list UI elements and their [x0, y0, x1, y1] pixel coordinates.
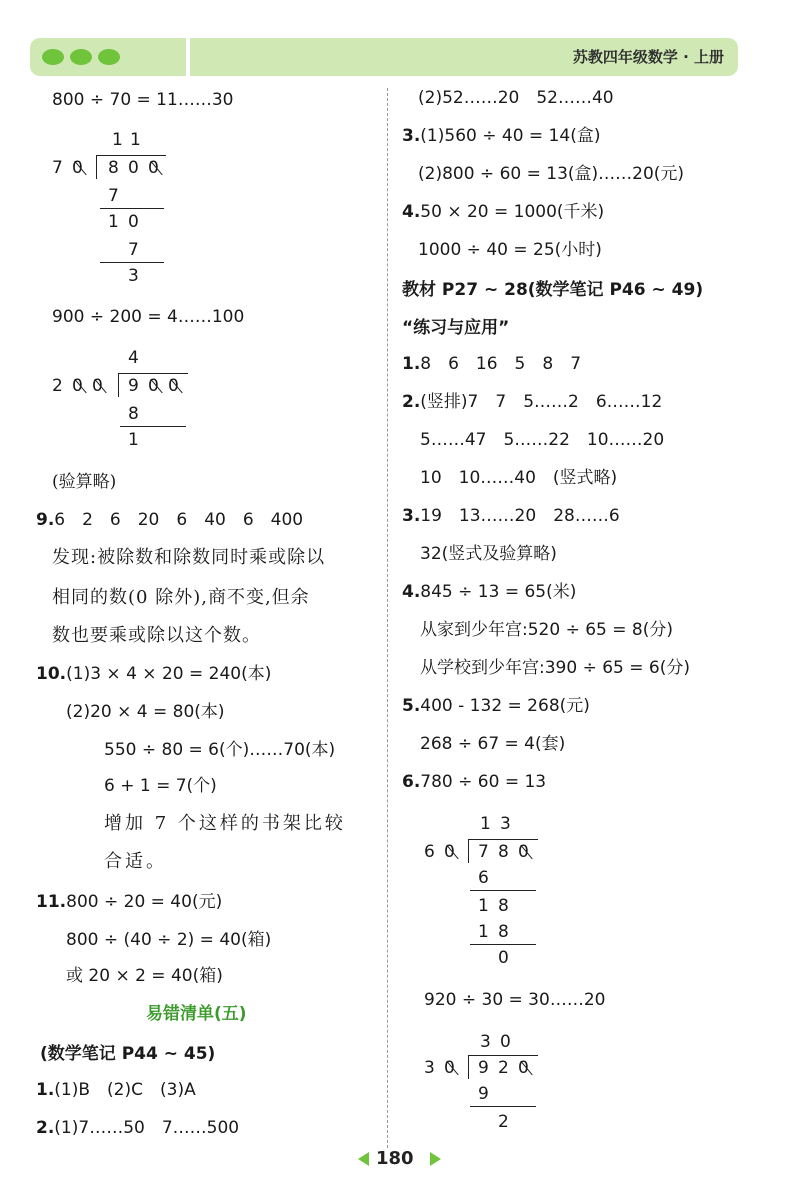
header-left-tab — [30, 38, 186, 76]
page-number: 180 — [376, 1148, 414, 1169]
answer-text: 19 13……20 28……6 — [420, 506, 620, 526]
quotient-digit: 3 — [500, 814, 511, 834]
answer-text: (1)3 × 4 × 20 = 240(本) — [66, 664, 272, 684]
practice-4-line-2: 从家到少年宫:520 ÷ 65 = 8(分) — [420, 620, 673, 640]
step-value: 6 — [478, 868, 489, 888]
step-line — [470, 944, 536, 945]
question-number: 3. — [402, 126, 421, 146]
answer-text: (竖排)7 7 5……2 6……12 — [420, 392, 663, 412]
quotient-digit: 0 — [500, 1032, 511, 1052]
dividend-digit: 0 — [518, 1058, 529, 1078]
division-bracket — [468, 1055, 469, 1079]
division-bracket — [118, 373, 119, 397]
division-bar — [468, 1055, 538, 1056]
error-item-1 — [36, 1080, 196, 1100]
q9-finding-line-2: 相同的数(0 除外),商不变,但余 — [52, 587, 310, 608]
green-dot-icon — [42, 49, 64, 65]
practice-5-line-2: 268 ÷ 67 = 4(套) — [420, 734, 566, 754]
quotient-digit: 1 — [480, 814, 491, 834]
step-value: 7 — [128, 240, 139, 260]
textbook-reference: 教材 P27 ~ 28(数学笔记 P46 ~ 49) — [402, 280, 704, 300]
error-item-3 — [402, 126, 600, 146]
q10-line-3: 550 ÷ 80 = 6(个)……70(本) — [104, 740, 336, 760]
remainder-value: 2 — [498, 1112, 509, 1132]
divisor-digit: 0 — [72, 158, 83, 178]
answer-text: (1)B (2)C (3)A — [54, 1080, 196, 1100]
question-number: 1. — [402, 354, 421, 374]
answer-text: 845 ÷ 13 = 65(米) — [420, 582, 577, 602]
q11-line-2: 800 ÷ (40 ÷ 2) = 40(箱) — [66, 930, 272, 950]
error-item-2 — [36, 1118, 239, 1138]
step-value: 1 — [108, 212, 119, 232]
step-value: 8 — [128, 404, 139, 424]
page-header — [30, 38, 738, 76]
book-title: 苏教四年级数学 · 上册 — [572, 48, 724, 66]
practice-4 — [402, 582, 576, 602]
answer-text: 50 × 20 = 1000(千米) — [420, 202, 605, 222]
question-10 — [36, 664, 271, 684]
division-bar — [468, 839, 538, 840]
question-11 — [36, 892, 222, 912]
dividend-digit: 2 — [498, 1058, 509, 1078]
arrow-right-icon — [430, 1152, 441, 1166]
dividend-digit: 0 — [148, 158, 159, 178]
error-item-2-part-2: (2)52……20 52……40 — [418, 88, 614, 108]
practice-6 — [402, 772, 546, 792]
remainder-value: 3 — [128, 266, 139, 286]
question-number: 5. — [402, 696, 421, 716]
answer-text: (1)560 ÷ 40 = 14(盒) — [420, 126, 601, 146]
dividend-digit: 8 — [108, 158, 119, 178]
question-number: 6. — [402, 772, 421, 792]
step-line — [100, 262, 164, 263]
practice-2-line-3: 10 10……40 (竖式略) — [420, 468, 618, 488]
question-number: 2. — [402, 392, 421, 412]
answer-text: 780 ÷ 60 = 13 — [420, 772, 547, 792]
dividend-digit: 8 — [498, 842, 509, 862]
green-dot-icon — [98, 49, 120, 65]
question-number: 3. — [402, 506, 421, 526]
page-number-badge — [356, 1146, 444, 1174]
quotient-digit: 1 — [130, 130, 141, 150]
quotient-digit: 1 — [112, 130, 123, 150]
step-value: 8 — [498, 896, 509, 916]
answer-text: 8 6 16 5 8 7 — [420, 354, 582, 374]
divisor-digit: 0 — [444, 1058, 455, 1078]
dividend-digit: 9 — [128, 376, 139, 396]
practice-section-title: “练习与应用” — [402, 318, 510, 338]
question-number: 2. — [36, 1118, 55, 1138]
column-divider — [387, 88, 388, 1148]
division-bracket — [468, 839, 469, 863]
equation-800-div-70: 800 ÷ 70 = 11……30 — [52, 90, 234, 110]
q9-finding-line-3: 数也要乘或除以这个数。 — [52, 625, 261, 646]
q10-line-5: 增加 7 个这样的书架比较 — [104, 813, 346, 834]
answer-text: (1)7……50 7……500 — [54, 1118, 240, 1138]
practice-2-line-2: 5……47 5……22 10……20 — [420, 430, 665, 450]
step-value: 1 — [478, 922, 489, 942]
question-number: 4. — [402, 202, 421, 222]
answer-text: 6 2 6 20 6 40 6 400 — [54, 510, 304, 530]
practice-4-line-3: 从学校到少年宫:390 ÷ 65 = 6(分) — [420, 658, 690, 678]
q9-finding-line-1: 发现:被除数和除数同时乘或除以 — [52, 547, 326, 568]
question-number: 1. — [36, 1080, 55, 1100]
step-value: 1 — [478, 896, 489, 916]
arrow-left-icon — [358, 1152, 369, 1166]
question-number: 11. — [36, 892, 67, 912]
q10-line-6: 合适。 — [104, 851, 167, 872]
divisor-digit: 0 — [72, 376, 83, 396]
division-bracket — [96, 155, 97, 179]
dividend-digit: 0 — [518, 842, 529, 862]
practice-1 — [402, 354, 581, 374]
divisor-digit: 0 — [444, 842, 455, 862]
division-bar — [118, 373, 188, 374]
step-value: 8 — [498, 922, 509, 942]
answer-text: 800 ÷ 20 = 40(元) — [66, 892, 223, 912]
q10-line-4: 6 + 1 = 7(个) — [104, 776, 217, 796]
practice-5 — [402, 696, 590, 716]
question-number: 4. — [402, 582, 421, 602]
divisor-digit: 3 — [424, 1058, 435, 1078]
dividend-digit: 7 — [478, 842, 489, 862]
equation-900-div-200: 900 ÷ 200 = 4……100 — [52, 307, 245, 327]
division-bar — [96, 155, 166, 156]
dividend-digit: 0 — [128, 158, 139, 178]
step-value: 0 — [128, 212, 139, 232]
practice-3-line-2: 32(竖式及验算略) — [420, 544, 557, 564]
divisor-digit: 2 — [52, 376, 63, 396]
q11-line-3: 或 20 × 2 = 40(箱) — [66, 966, 223, 986]
divisor-digit: 7 — [52, 158, 63, 178]
dividend-digit: 9 — [478, 1058, 489, 1078]
equation-920-div-30: 920 ÷ 30 = 30……20 — [424, 990, 606, 1010]
header-right-tab — [190, 38, 738, 76]
step-value: 9 — [478, 1084, 489, 1104]
dividend-digit: 0 — [148, 376, 159, 396]
step-line — [470, 890, 536, 891]
error-list-title: 易错清单(五) — [146, 1004, 247, 1024]
quotient-digit: 3 — [480, 1032, 491, 1052]
practice-3 — [402, 506, 620, 526]
error-item-4-part-2: 1000 ÷ 40 = 25(小时) — [418, 240, 602, 260]
dividend-digit: 0 — [168, 376, 179, 396]
divisor-digit: 0 — [92, 376, 103, 396]
error-item-3-part-2: (2)800 ÷ 60 = 13(盒)……20(元) — [418, 164, 685, 184]
remainder-value: 0 — [498, 948, 509, 968]
quotient-digit: 4 — [128, 348, 139, 368]
q10-part-2: (2)20 × 4 = 80(本) — [66, 702, 225, 722]
step-value: 7 — [108, 186, 119, 206]
question-number: 9. — [36, 510, 55, 530]
practice-2 — [402, 392, 662, 412]
question-number: 10. — [36, 664, 67, 684]
check-omitted-note: (验算略) — [52, 472, 117, 492]
error-item-4 — [402, 202, 604, 222]
step-line — [470, 1106, 536, 1107]
step-line — [100, 208, 164, 209]
divisor-digit: 6 — [424, 842, 435, 862]
question-9 — [36, 510, 303, 530]
remainder-value: 1 — [128, 430, 139, 450]
answer-text: 400 - 132 = 268(元) — [420, 696, 590, 716]
step-line — [120, 426, 186, 427]
notes-reference: (数学笔记 P44 ~ 45) — [40, 1044, 216, 1064]
green-dot-icon — [70, 49, 92, 65]
